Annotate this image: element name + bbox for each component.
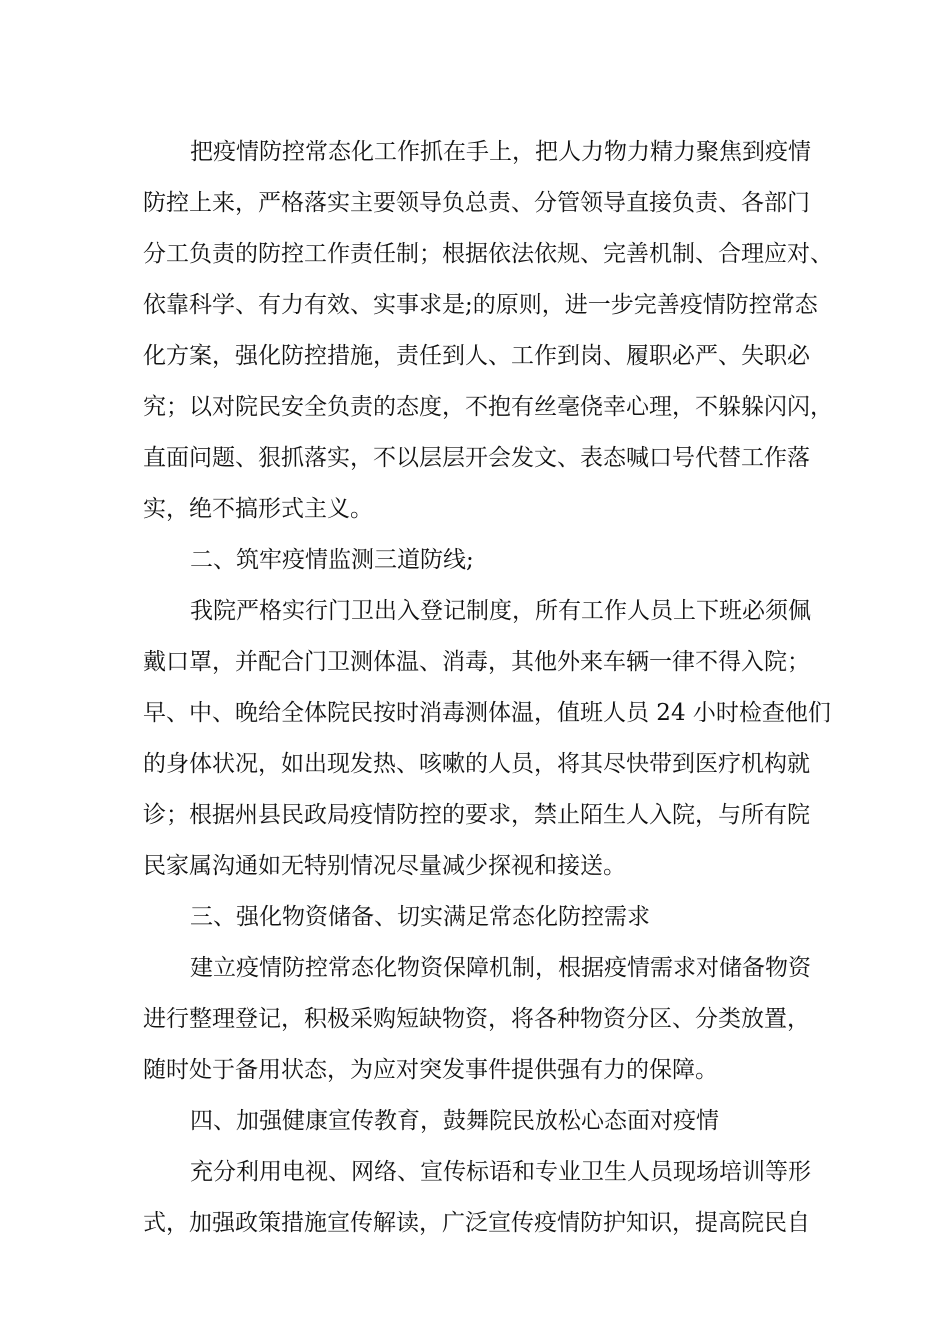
paragraph-4-line-1: 充分利用电视、网络、宣传标语和专业卫生人员现场培训等形 [190,1159,811,1185]
paragraph-2-line-5: 诊；根据州县民政局疫情防控的要求，禁止陌生人入院，与所有院 [143,802,810,828]
section-heading-4: 四、加强健康宣传教育，鼓舞院民放松心态面对疫情 [190,1108,719,1134]
paragraph-2-line-6: 民家属沟通如无特别情况尽量减少探视和接送。 [143,853,626,879]
paragraph-1-line-7: 直面问题、狠抓落实，不以层层开会发文、表态喊口号代替工作落 [143,445,810,471]
paragraph-2-line-4: 的身体状况，如出现发热、咳嗽的人员，将其尽快带到医疗机构就 [143,751,810,777]
paragraph-2-line-2: 戴口罩，并配合门卫测体温、消毒，其他外来车辆一律不得入院； [143,649,810,675]
paragraph-1-line-8: 实，绝不搞形式主义。 [143,496,373,522]
paragraph-3-line-3: 随时处于备用状态，为应对突发事件提供强有力的保障。 [143,1057,718,1083]
paragraph-1-line-1: 把疫情防控常态化工作抓在手上，把人力物力精力聚焦到疫情 [190,139,811,165]
paragraph-1-line-2: 防控上来，严格落实主要领导负总责、分管领导直接负责、各部门 [143,190,810,216]
paragraph-1-line-6: 究；以对院民安全负责的态度，不抱有丝毫侥幸心理，不躲躲闪闪， [143,394,833,420]
paragraph-2-line-3: 早、中、晚给全体院民按时消毒测体温，值班人员 24 小时检查他们 [143,700,831,726]
paragraph-2-line-1: 我院严格实行门卫出入登记制度，所有工作人员上下班必须佩 [190,598,811,624]
section-heading-3: 三、强化物资储备、切实满足常态化防控需求 [190,904,650,930]
paragraph-3-line-1: 建立疫情防控常态化物资保障机制，根据疫情需求对储备物资 [190,955,811,981]
paragraph-1-line-3: 分工负责的防控工作责任制；根据依法依规、完善机制、合理应对、 [143,241,833,267]
paragraph-1-line-4: 依靠科学、有力有效、实事求是;的原则，进一步完善疫情防控常态 [143,292,818,318]
paragraph-3-line-2: 进行整理登记，积极采购短缺物资，将各种物资分区、分类放置， [143,1006,810,1032]
paragraph-4-line-2: 式，加强政策措施宣传解读，广泛宣传疫情防护知识，提高院民自 [143,1210,810,1236]
section-heading-2: 二、筑牢疫情监测三道防线; [190,547,474,573]
paragraph-1-line-5: 化方案，强化防控措施，责任到人、工作到岗、履职必严、失职必 [143,343,810,369]
